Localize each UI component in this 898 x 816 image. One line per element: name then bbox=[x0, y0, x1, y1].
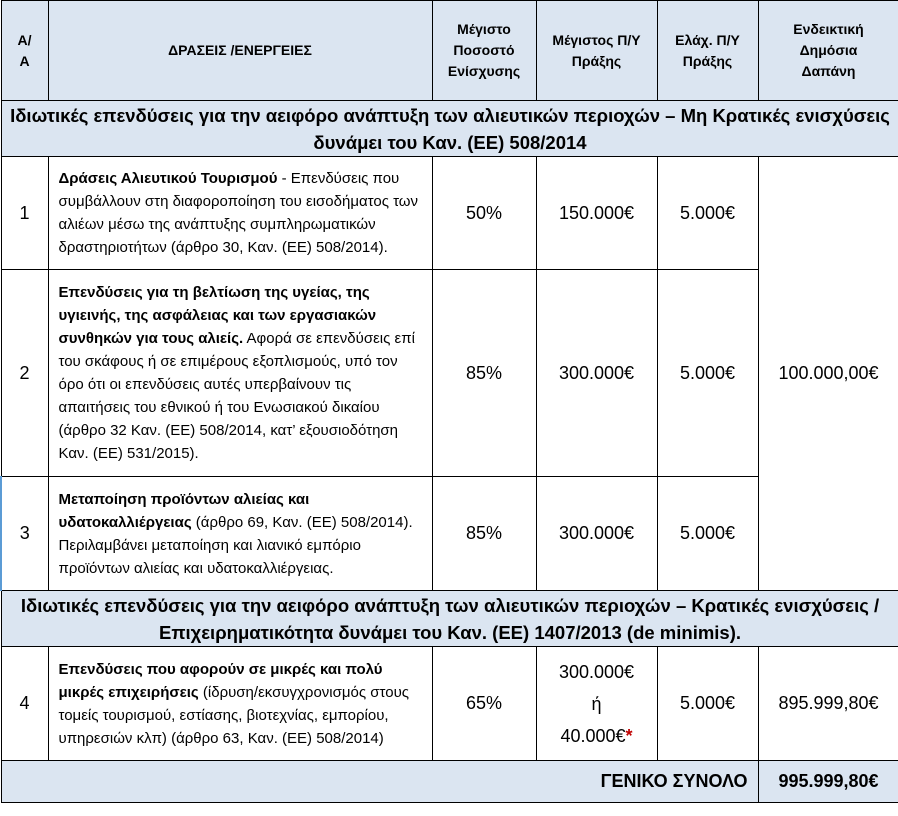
header-min-budget: Ελάχ. Π/Υ Πράξης bbox=[657, 1, 758, 101]
header-actions: ΔΡΑΣΕΙΣ /ΕΝΕΡΓΕΙΕΣ bbox=[48, 1, 432, 101]
row-number: 4 bbox=[1, 647, 48, 761]
max-budget-or: ή bbox=[591, 693, 602, 714]
section-title-1: Ιδιωτικές επενδύσεις για την αειφόρο ανάπτυξη των αλιευτικών περιοχών – Μη Κρατικές ενισχύσεις δυνάμει του Καν. (ΕΕ) 508/2014 bbox=[1, 101, 898, 157]
row-max-budget: 150.000€ bbox=[536, 157, 657, 270]
row-number: 1 bbox=[1, 157, 48, 270]
header-max-budget: Μέγιστος Π/Υ Πράξης bbox=[536, 1, 657, 101]
row-max-budget: 300.000€ bbox=[536, 477, 657, 591]
row-title: Επενδύσεις που αφορούν σε μικρές και πολύ μικρές επιχειρήσεις bbox=[58, 660, 383, 701]
row-rate: 50% bbox=[432, 157, 536, 270]
row-text: (ίδρυση/εκσυγχρονισμός στους τομείς τουρισμού, εστίασης, βιοτεχνίας, εμπορίου, υπηρεσιών κλπ) (άρθρο 63, Καν. (ΕΕ) 508/2014) bbox=[58, 683, 409, 747]
row-description bbox=[48, 157, 432, 270]
row-number: 3 bbox=[1, 477, 48, 591]
row-min-budget: 5.000€ bbox=[657, 477, 758, 591]
row-title: Μεταποίηση προϊόντων αλιείας και υδατοκαλλιέργειας bbox=[58, 490, 310, 531]
row-rate: 65% bbox=[432, 647, 536, 761]
total-row bbox=[1, 761, 898, 803]
max-budget-option-2: 40.000€* bbox=[560, 725, 633, 746]
row-expense: 895.999,80€ bbox=[758, 647, 898, 761]
row-description bbox=[48, 270, 432, 477]
row-description bbox=[48, 477, 432, 591]
row-title: Δράσεις Αλιευτικού Τουρισμού bbox=[58, 170, 278, 187]
max-budget-option-1: 300.000€ bbox=[558, 661, 635, 682]
header-aa: Α/ Α bbox=[1, 1, 48, 101]
group-expense: 100.000,00€ bbox=[758, 157, 898, 591]
row-min-budget: 5.000€ bbox=[657, 270, 758, 477]
row-number: 2 bbox=[1, 270, 48, 477]
row-text: Αφορά σε επενδύσεις επί του σκάφους ή σε επιμέρους εξοπλισμούς, υπό τον όρο ότι οι επενδύσεις αυτές υπερβαίνουν τις απαιτήσεις του εθνικού ή του Ενωσιακού δικαίου (άρθρο 32 Καν. (ΕΕ) 508/2014, κατ’ εξουσιοδότηση Καν. (ΕΕ) 531/2015). bbox=[58, 330, 415, 462]
section-row-1 bbox=[1, 101, 898, 157]
row-rate: 85% bbox=[432, 270, 536, 477]
row-min-budget: 5.000€ bbox=[657, 647, 758, 761]
row-rate: 85% bbox=[432, 477, 536, 591]
table-row bbox=[1, 647, 898, 761]
header-indicative-expense: Ενδεικτική Δημόσια Δαπάνη bbox=[758, 1, 898, 101]
section-row-2 bbox=[1, 591, 898, 647]
header-max-rate: Μέγιστο Ποσοστό Ενίσχυσης bbox=[432, 1, 536, 101]
total-label: ΓΕΝΙΚΟ ΣΥΝΟΛΟ bbox=[1, 761, 758, 803]
total-value: 995.999,80€ bbox=[758, 761, 898, 803]
section-title-2: Ιδιωτικές επενδύσεις για την αειφόρο ανάπτυξη των αλιευτικών περιοχών – Κρατικές ενισχύσεις / Επιχειρηματικότητα δυνάμει του Καν. (ΕΕ) 1407/2013 (de minimis). bbox=[1, 591, 898, 647]
row-max-budget: 300.000€ bbox=[536, 270, 657, 477]
row-max-budget bbox=[536, 647, 657, 761]
row-text: - Επενδύσεις που συμβάλλουν στη διαφοροποίηση του εισοδήματος των αλιέων μέσω της ανάπτυξης συμπληρωματικών δραστηριοτήτων (άρθρο 30, Καν. (ΕΕ) 508/2014). bbox=[58, 170, 419, 256]
row-title: Επενδύσεις για τη βελτίωση της υγείας, της υγιεινής, της ασφάλειας και των εργασιακών συνθηκών για τους αλιείς. bbox=[58, 284, 377, 347]
header-row bbox=[1, 1, 898, 101]
asterisk-icon: * bbox=[625, 725, 633, 746]
row-text: (άρθρο 69, Καν. (ΕΕ) 508/2014). Περιλαμβάνει μεταποίηση και λιανικό εμπόριο προϊόντων αλιείας και υδατοκαλλιέργειας. bbox=[58, 513, 413, 577]
row-description bbox=[48, 647, 432, 761]
table-row bbox=[1, 157, 898, 270]
row-min-budget: 5.000€ bbox=[657, 157, 758, 270]
